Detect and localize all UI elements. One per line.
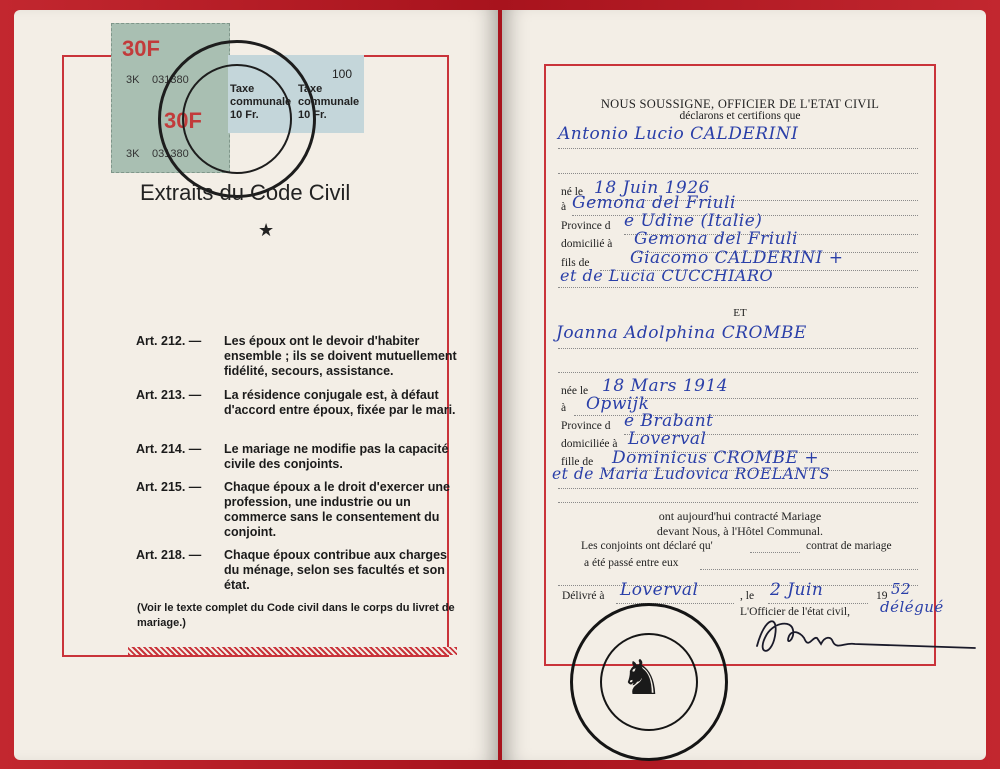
groom-residence: Gemona del Friuli: [634, 229, 798, 249]
stamp-value-bottom: 30F: [164, 108, 202, 133]
right-page-frame: [544, 64, 936, 666]
officer-delegate: délégué: [880, 598, 944, 616]
dotted-line: [558, 372, 918, 373]
certificate-subheader: déclarons et certifions que: [679, 110, 801, 122]
and-separator: ET: [733, 307, 747, 319]
bride-father: Dominicus CROMBE +: [612, 448, 820, 468]
delivered-date: 2 Juin: [770, 580, 824, 600]
dotted-line: [558, 585, 918, 586]
bride-birthplace: Opwijk: [586, 394, 650, 414]
bride-daughter-label: fille de: [561, 456, 594, 468]
groom-born-label: né le: [561, 186, 584, 198]
delivered-place: Loverval: [620, 580, 699, 600]
tax-stamp-amount: 100: [331, 67, 352, 81]
bride-residence-label: domiciliée à: [561, 438, 618, 450]
stamp-value-top: 30F: [122, 36, 160, 61]
dotted-line: [558, 287, 918, 288]
star-ornament-icon: ★: [258, 220, 275, 241]
year-prefix: 19: [876, 590, 888, 602]
groom-son-label: fils de: [561, 257, 590, 269]
dotted-line: [558, 148, 918, 149]
article-212: Art. 212. — Les époux ont le devoir d'habiter ensemble ; ils se doivent mutuellement fidélité, secours, assistance.: [136, 334, 457, 378]
dotted-line: [558, 173, 918, 174]
dotted-line: [750, 552, 800, 553]
groom-province: e Udine (Italie): [624, 211, 763, 231]
stamp-number-bottom: 031380: [152, 148, 189, 160]
bride-mother: et de Maria Ludovica ROELANTS: [552, 465, 831, 483]
delivered-label: Délivré à: [562, 590, 605, 602]
groom-birth-date: 18 Juin 1926: [594, 178, 710, 198]
stamp-code-bottom: 3K: [126, 148, 140, 160]
dotted-line: [558, 348, 918, 349]
bride-birth-date: 18 Mars 1914: [602, 376, 729, 396]
groom-name: Antonio Lucio CALDERINI: [558, 124, 799, 144]
bride-residence: Loverval: [628, 429, 707, 449]
officer-label: L'Officier de l'état civil,: [740, 606, 850, 618]
tax-stamp-label-left: Taxe communale 10 Fr.: [230, 83, 292, 121]
groom-residence-label: domicilié à: [561, 238, 613, 250]
contract-line-2: devant Nous, à l'Hôtel Communal.: [656, 524, 824, 538]
footnote: (Voir le texte complet du Code civil dans le corps du livret de mariage.): [137, 602, 455, 629]
article-218: Art. 218. — Chaque époux contribue aux charges du ménage, selon ses facultés et son état.: [136, 548, 447, 592]
groom-father: Giacomo CALDERINI +: [630, 248, 844, 268]
groom-province-label: Province d: [561, 220, 611, 232]
certificate-header: NOUS SOUSSIGNE, OFFICIER DE L'ETAT CIVIL: [600, 97, 880, 111]
stamp-number-top: 031380: [152, 74, 189, 86]
officer-signature: [745, 606, 985, 666]
declared-suffix: contrat de mariage: [806, 540, 892, 552]
dotted-line: [768, 603, 868, 604]
date-prefix: , le: [740, 590, 755, 602]
dotted-line: [700, 569, 918, 570]
bride-name: Joanna Adolphina CROMBE: [556, 323, 807, 343]
groom-birthplace: Gemona del Friuli: [572, 193, 736, 213]
page-title: Extraits du Code Civil: [140, 180, 351, 205]
bride-at-label: à: [561, 402, 567, 414]
tax-stamp-label: Taxe communale 10 Fr.: [298, 83, 360, 121]
article-215: Art. 215. — Chaque époux a le droit d'exercer une profession, une industrie ou un commerce sans le consentement du conjoint.: [136, 480, 450, 539]
dotted-line: [558, 488, 918, 489]
lion-emblem-icon: ♞: [620, 650, 664, 706]
article-214: Art. 214. — Le mariage ne modifie pas la capacité civile des conjoints.: [136, 442, 449, 471]
bride-province: e Brabant: [624, 411, 714, 431]
dotted-line: [558, 502, 918, 503]
declared-label: Les conjoints ont déclaré qu': [581, 540, 713, 552]
left-frame-bottom-band: [128, 647, 457, 655]
passed-label: a été passé entre eux: [584, 557, 679, 569]
cancellation-stamp-inner: [182, 64, 292, 174]
year-suffix: 52: [891, 580, 912, 598]
bride-province-label: Province d: [561, 420, 611, 432]
bride-born-label: née le: [561, 385, 589, 397]
contract-line-1: ont aujourd'hui contracté Mariage: [658, 509, 822, 523]
groom-at-label: à: [561, 201, 567, 213]
stamp-code-top: 3K: [126, 74, 140, 86]
article-213: Art. 213. — La résidence conjugale est, à défaut d'accord entre époux, fixée par le mari.: [136, 388, 456, 417]
groom-mother: et de Lucia CUCCHIARO: [560, 266, 774, 285]
